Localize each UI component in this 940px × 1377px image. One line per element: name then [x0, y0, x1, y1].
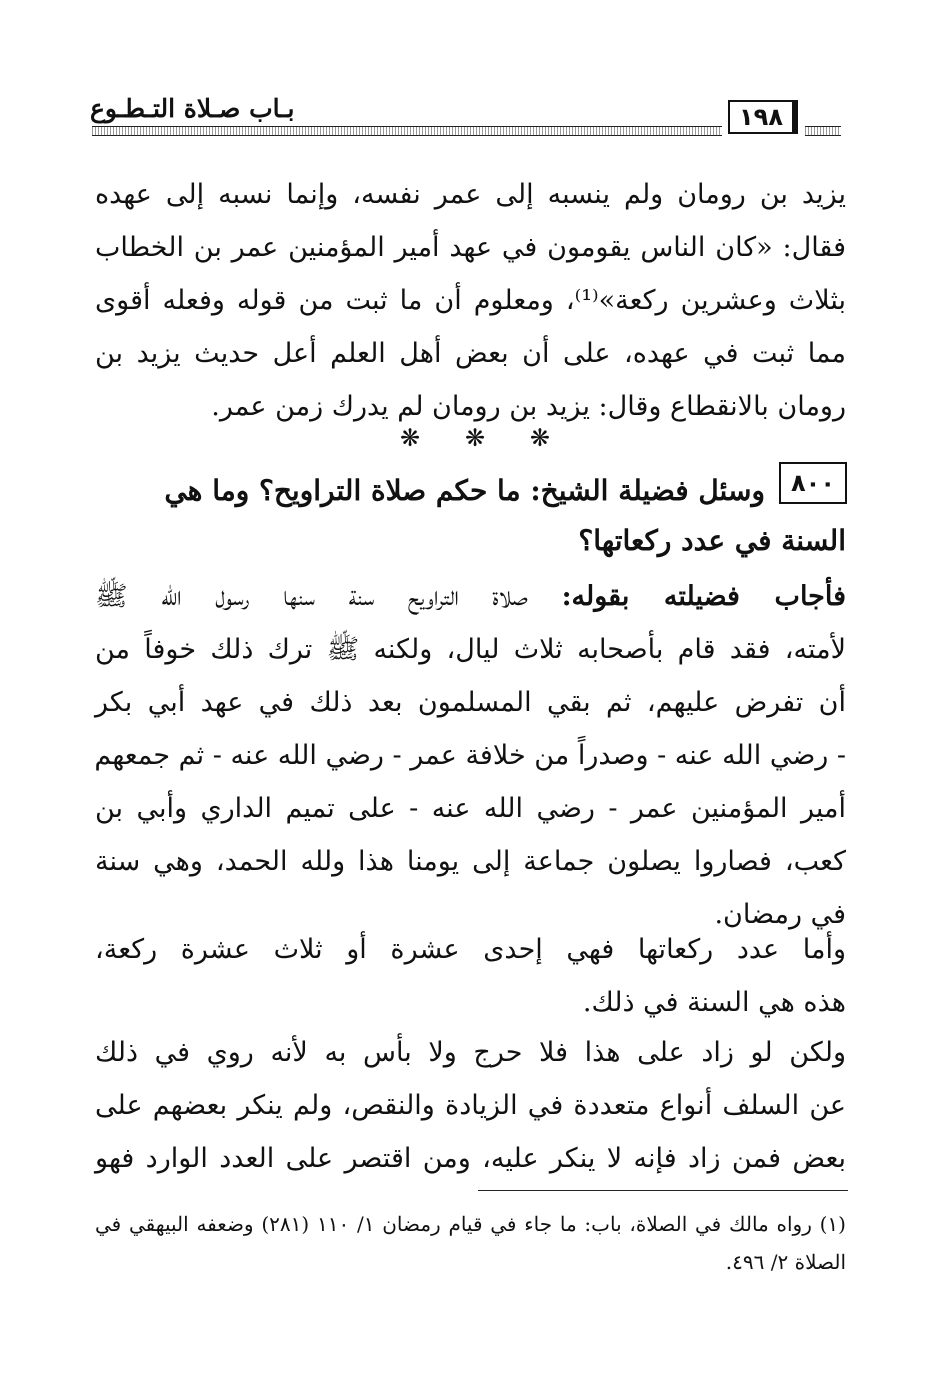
- paragraph: [95, 923, 846, 1029]
- paragraph: [95, 1026, 846, 1185]
- question-number: ٨٠٠: [779, 462, 847, 504]
- star-ornament-icon: ❋: [529, 424, 550, 452]
- text-line: في رمضان.: [714, 899, 846, 930]
- text-line: لأمته، فقد قام بأصحابه ثلاث ليال، ولكنه ﷺ ترك ذلك خوفاً من: [95, 634, 846, 665]
- text-line: يزيد بن رومان ولم ينسبه إلى عمر نفسه، وإنما نسبه إلى عهده: [95, 179, 846, 210]
- text-line: - رضي الله عنه - وصدراً من خلافة عمر - رضي الله عنه - ثم جمعهم: [94, 740, 846, 771]
- star-ornament-icon: ❋: [400, 424, 421, 452]
- text-line: كعب، فصاروا يصلون جماعة إلى يومنا هذا ولله الحمد، وهي سنة: [95, 846, 846, 877]
- star-ornament-icon: ❋: [464, 424, 486, 452]
- answer-paragraph: [95, 570, 846, 941]
- text-line: رومان بالانقطاع وقال: يزيد بن رومان لم يدرك زمن عمر.: [211, 391, 846, 422]
- text-line: أن تفرض عليهم، ثم بقي المسلمون بعد ذلك في عهد أبي بكر: [95, 687, 846, 718]
- chapter-title: بـاب صـلاة التـطـوع: [90, 94, 295, 123]
- footnote-line: (١) رواه مالك في الصلاة، باب: ما جاء في قيام رمضان ١/ ١١٠ (٢٨١) وضعفه البيهقي في: [95, 1212, 846, 1236]
- paragraph-continuation: [95, 168, 846, 433]
- text-line: مما ثبت في عهده، على أن بعض أهل العلم أعل حديث يزيد بن: [95, 338, 846, 369]
- page-number: ١٩٨: [728, 100, 798, 134]
- text-line: عن السلف أنواع متعددة في الزيادة والنقص، ولم ينكر بعضهم على: [95, 1090, 846, 1121]
- footnote-divider: [478, 1190, 848, 1191]
- footnotes: [95, 1205, 846, 1281]
- text-line: صلاة التراويح سنة سنها رسول الله ﷺ: [95, 581, 562, 612]
- header-rule: [92, 126, 722, 136]
- text-line: فقال: «كان الناس يقومون في عهد أمير المؤمنين عمر بن الخطاب: [95, 232, 846, 263]
- text-line: أمير المؤمنين عمر - رضي الله عنه - على تميم الداري وأبي بن: [95, 793, 846, 824]
- answer-lead: فأجاب فضيلته بقوله:: [561, 581, 846, 612]
- question-heading: السنة في عدد ركعاتها؟: [578, 524, 846, 557]
- question-heading: وسئل فضيلة الشيخ: ما حكم صلاة التراويح؟ وما هي: [164, 474, 765, 507]
- footnote-line: الصلاة ٢/ ٤٩٦.: [725, 1250, 846, 1274]
- section-separator: [400, 424, 550, 452]
- text-line: هذه هي السنة في ذلك.: [582, 987, 846, 1018]
- text-line: ولكن لو زاد على هذا فلا حرج ولا بأس به لأنه روي في ذلك: [95, 1037, 846, 1068]
- text-line: وأما عدد ركعاتها فهي إحدى عشرة أو ثلاث عشرة ركعة،: [95, 934, 846, 965]
- text-line: بثلاث وعشرين ركعة»⁽¹⁾، ومعلوم أن ما ثبت من قوله وفعله أقوى: [95, 285, 846, 316]
- header-rule-end: [805, 126, 841, 136]
- text-line: بعض فمن زاد فإنه لا ينكر عليه، ومن اقتصر على العدد الوارد فهو: [95, 1143, 846, 1174]
- text-line: [95, 570, 846, 623]
